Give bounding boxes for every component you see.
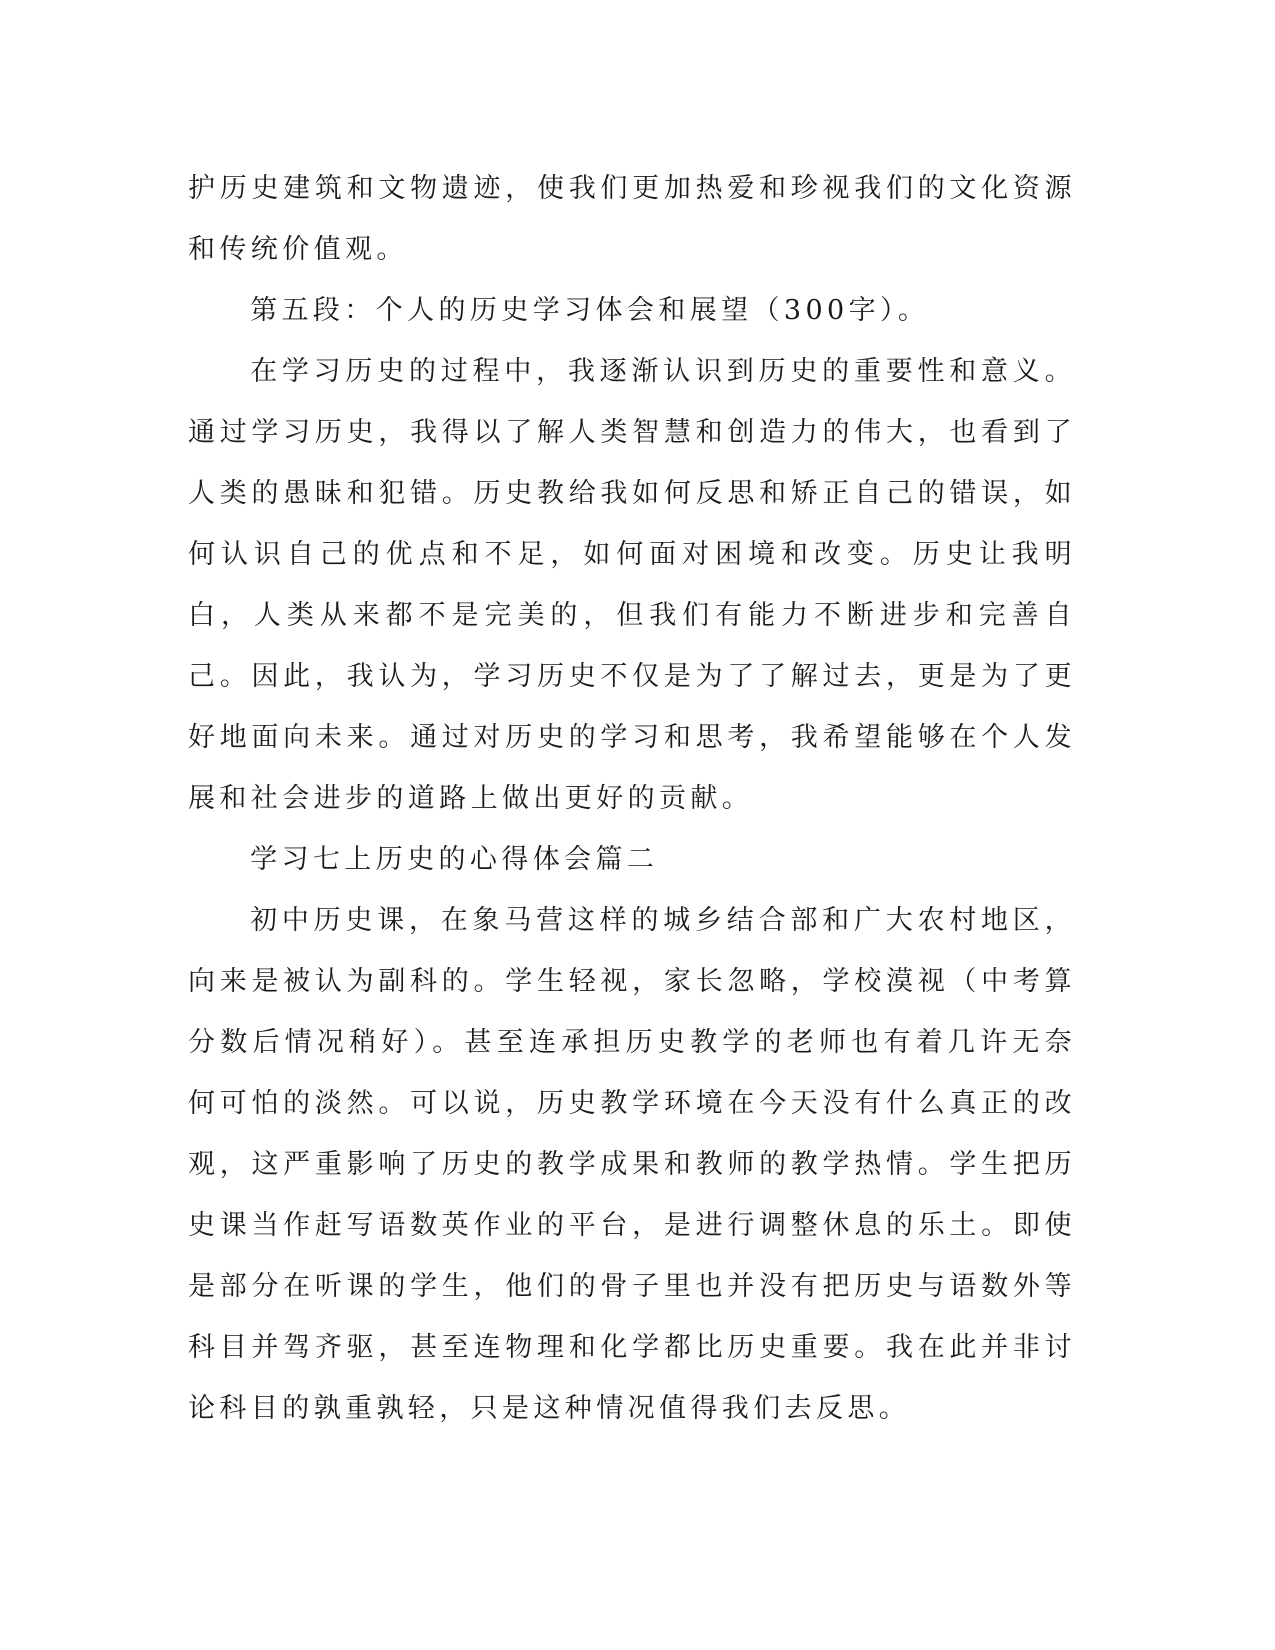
document-body <box>188 158 1076 1439</box>
paragraph-history-class: 初中历史课，在象马营这样的城乡结合部和广大农村地区，向来是被认为副科的。学生轻视，家长忽略，学校漠视（中考算分数后情况稍好）。甚至连承担历史教学的老师也有着几许无奈何可怕的淡然。可以说，历史教学环境在今天没有什么真正的改观，这严重影响了历史的教学成果和教师的教学热情。学生把历史课当作赶写语数英作业的平台，是进行调整休息的乐土。即使是部分在听课的学生，他们的骨子里也并没有把历史与语数外等科目并驾齐驱，甚至连物理和化学都比历史重要。我在此并非讨论科目的孰重孰轻，只是这种情况值得我们去反思。 <box>188 905 1076 1424</box>
paragraph-continuation: 护历史建筑和文物遗迹，使我们更加热爱和珍视我们的文化资源和传统价值观。 <box>188 173 1076 265</box>
section-heading-article-two: 学习七上历史的心得体会篇二 <box>250 844 659 875</box>
paragraph-personal-reflection: 在学习历史的过程中，我逐渐认识到历史的重要性和意义。通过学习历史，我得以了解人类智慧和创造力的伟大，也看到了人类的愚昧和犯错。历史教给我如何反思和矫正自己的错误，如何认识自己的优点和不足，如何面对困境和改变。历史让我明白，人类从来都不是完美的，但我们有能力不断进步和完善自己。因此，我认为，学习历史不仅是为了了解过去，更是为了更好地面向未来。通过对历史的学习和思考，我希望能够在个人发展和社会进步的道路上做出更好的贡献。 <box>188 356 1076 814</box>
section-heading-part-five: 第五段：个人的历史学习体会和展望（300字）。 <box>250 295 930 326</box>
